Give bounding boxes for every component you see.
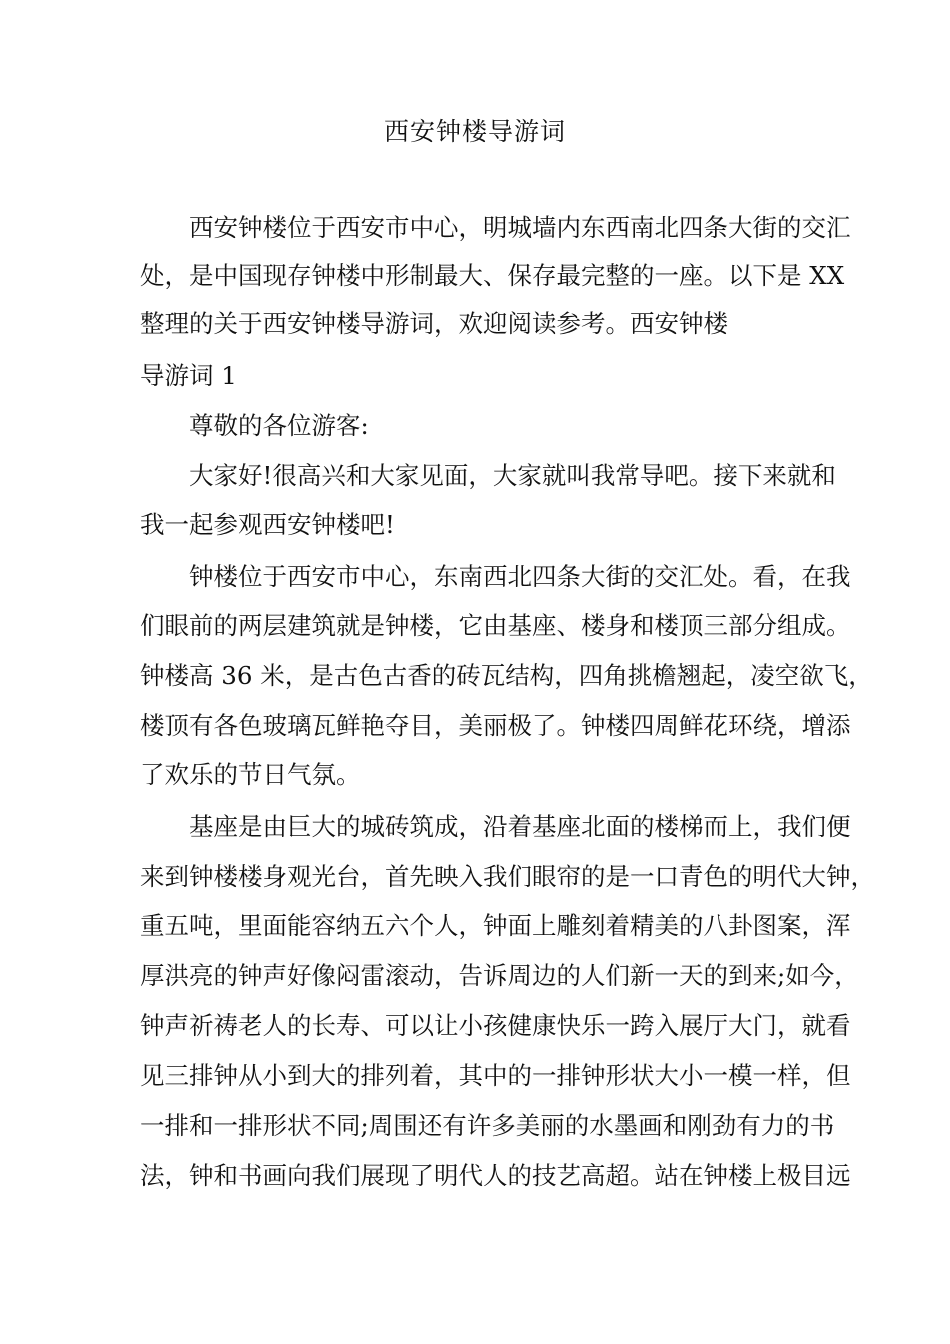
paragraph-line: 整理的关于西安钟楼导游词，欢迎阅读参考。西安钟楼 [140,309,728,338]
paragraph-line: 钟楼高 36 米，是古色古香的砖瓦结构，四角挑檐翘起，凌空欲飞， [140,661,873,690]
greeting-line: 尊敬的各位游客: [189,411,369,440]
paragraph-line: 大家好!很高兴和大家见面，大家就叫我常导吧。接下来就和 [189,461,836,490]
paragraph-line: 们眼前的两层建筑就是钟楼，它由基座、楼身和楼顶三部分组成。 [140,611,851,640]
paragraph-line: 钟楼位于西安市中心，东南西北四条大街的交汇处。看，在我 [189,562,851,591]
paragraph-line: 重五吨，里面能容纳五六个人，钟面上雕刻着精美的八卦图案，浑 [140,911,851,940]
document-title: 西安钟楼导游词 [383,117,566,146]
paragraph-line: 一排和一排形状不同;周围还有许多美丽的水墨画和刚劲有力的书 [140,1111,835,1140]
paragraph-line: 厚洪亮的钟声好像闷雷滚动，告诉周边的人们新一天的到来;如今， [140,961,859,990]
paragraph-line: 西安钟楼位于西安市中心，明城墙内东西南北四条大街的交汇 [189,213,851,242]
paragraph-line: 导游词 1 [140,361,237,390]
paragraph-line: 见三排钟从小到大的排列着，其中的一排钟形状大小一模一样，但 [140,1061,851,1090]
paragraph-line: 来到钟楼楼身观光台，首先映入我们眼帘的是一口青色的明代大钟， [140,862,875,891]
paragraph-line: 处，是中国现存钟楼中形制最大、保存最完整的一座。以下是 XX [140,261,845,290]
paragraph-line: 了欢乐的节日气氛。 [140,760,361,789]
paragraph-line: 钟声祈祷老人的长寿、可以让小孩健康快乐一跨入展厅大门，就看 [140,1011,851,1040]
paragraph-line: 法，钟和书画向我们展现了明代人的技艺高超。站在钟楼上极目远 [140,1161,851,1190]
paragraph-line: 楼顶有各色玻璃瓦鲜艳夺目，美丽极了。钟楼四周鲜花环绕，增添 [140,711,851,740]
paragraph-line: 我一起参观西安钟楼吧! [140,510,395,539]
paragraph-line: 基座是由巨大的城砖筑成，沿着基座北面的楼梯而上，我们便 [189,812,851,841]
